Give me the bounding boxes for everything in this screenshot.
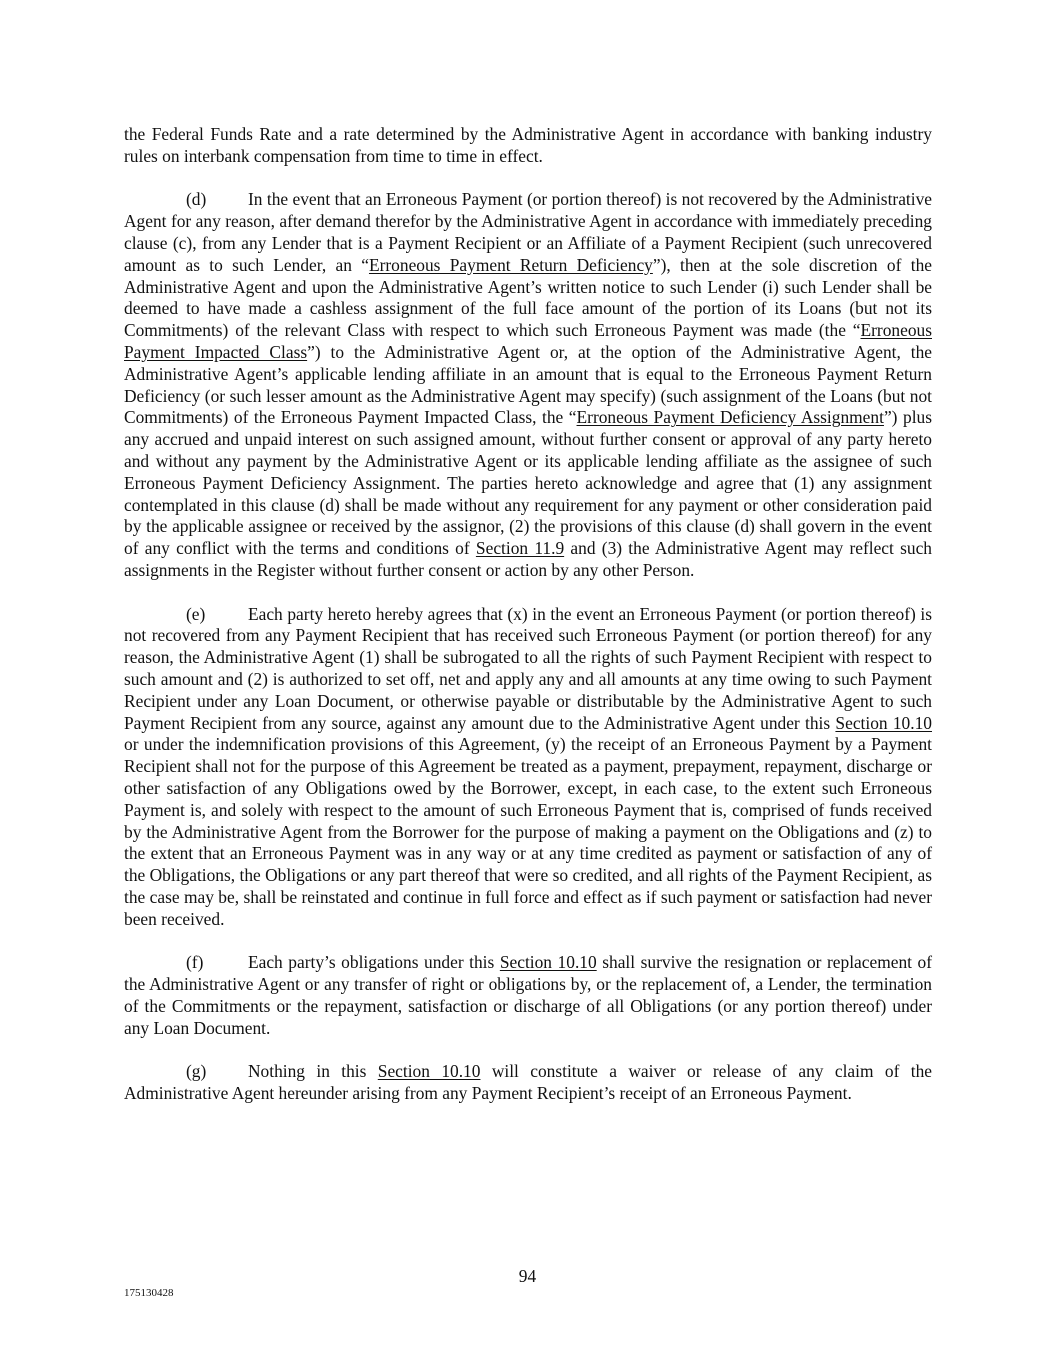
page-number: 94 <box>518 1266 537 1286</box>
clause-label-e: (e) <box>186 603 206 624</box>
paragraph-f-text-2: shall survive the resignation or replacement of the Administrative Agent or any transfer of right or obligations by, or the replacement of, a Lender, the termination of the Commitments or the repayment, satisfaction or discharge of all Obligations (or any portion thereof) under any Loan Document. <box>124 952 933 1038</box>
paragraph-g-text-2: will constitute a waiver or release of any claim of the Administrative Agent hereunder arising from any Payment Recipient’s receipt of an Erroneous Payment. <box>124 1061 932 1104</box>
paragraph-d-text-4: ”) plus any accrued and unpaid interest on such assigned amount, without further consent or approval of any party hereto and without any payment by the Administrative Agent or its applicable lending affiliate as the assignee of such Erroneous Payment Deficiency Assignment. The parties hereto acknowledge and agree that (1) any assignment contemplated in this clause (d) shall be made without any requirement for any payment or other consideration paid by the applicable assignee or received by the assignor, (2) the provisions of this clause (d) shall govern in the event of any conflict with the terms and conditions of <box>124 407 932 559</box>
clause-label-g: (g) <box>186 1061 207 1082</box>
paragraph-e-text-1: Each party hereto hereby agrees that (x) in the event an Erroneous Payment (or portion thereof) is not recovered from any Payment Recipient that has received such Erroneous Payment (or portion thereof) for any reason, the Administrative Agent (1) shall be subrogated to all the rights of such Payment Recipient with respect to such amount and (2) is authorized to set off, net and apply any and all amounts at any time owing to such Payment Recipient under any Loan Document, or otherwise payable or distributable by the Administrative Agent to such Payment Recipient from any source, against any amount due to the Administrative Agent under this <box>124 603 932 733</box>
paragraph-d-text-3: ”) to the Administrative Agent or, at the option of the Administrative Agent, the Administrative Agent’s applicable lending affiliate in an amount that is equal to the Erroneous Payment Return Deficiency (or such lesser amount as the Administrative Agent may specify) (such assignment of the Loans (but not Commitments) of the Erroneous Payment Impacted Class, the “ <box>124 341 932 428</box>
paragraph-e-text-2: or under the indemnification provisions of this Agreement, (y) the receipt of an Erroneous Payment by a Payment Recipient shall not for the purpose of this Agreement be treated as a payment, prepayment, repayment, discharge or other satisfaction of any Obligations owed by the Borrower, except, in each case, to the extent such Erroneous Payment is, and solely with respect to the amount of such Erroneous Payment that is, comprised of funds received by the Administrative Agent from the Borrower for the purpose of making a payment on the Obligations and (z) to the extent that an Erroneous Payment was in any way or at any time credited as payment or satisfaction of any of the Obligations, the Obligations or any part thereof that were so credited, and all rights of the Payment Recipient, as the case may be, shall be reinstated and continue in full force and effect as if such payment or satisfaction had never been received. <box>124 734 932 929</box>
paragraph-d-text-5: and (3) the Administrative Agent may reflect such assignments in the Register without further consent or action by any other Person. <box>124 538 932 580</box>
section-reference-11-9: Section 11.9 <box>475 538 565 559</box>
paragraph-f <box>124 952 932 1039</box>
paragraph-g-text-1: Nothing in this <box>248 1061 378 1082</box>
paragraph-f-text-1: Each party’s obligations under this <box>248 952 500 973</box>
section-reference-10-10: Section 10.10 <box>835 712 932 733</box>
paragraph-d-text-1: In the event that an Erroneous Payment (or portion thereof) is not recovered by the Administrative Agent for any reason, after demand therefor by the Administrative Agent in accordance with immediately preceding clause (c), from any Lender that is a Payment Recipient or an Affiliate of a Payment Recipient (such unrecovered amount as to such Lender, an “ <box>124 189 932 275</box>
document-id: 175130428 <box>124 1287 174 1299</box>
paragraph-d <box>124 189 932 581</box>
paragraph-intro <box>124 124 932 168</box>
paragraph-e <box>124 604 932 931</box>
paragraph-g <box>124 1061 932 1105</box>
paragraph-d-text-2: ”), then at the sole discretion of the Administrative Agent and upon the Administrative Agent’s written notice to such Lender (i) such Lender shall be deemed to have made a cashless assignment of the full face amount of the portion of its Loans (but not its Commitments) of the relevant Class with respect to which such Erroneous Payment was made (the “ <box>124 254 932 341</box>
body-text <box>124 124 932 1127</box>
section-reference-10-10: Section 10.10 <box>377 1061 481 1082</box>
defined-term-erroneous-payment-deficiency-assignment: Erroneous Payment Deficiency Assignment <box>576 407 884 428</box>
clause-label-d: (d) <box>186 189 207 210</box>
defined-term-erroneous-payment-impacted-class: Erroneous Payment Impacted Class <box>124 320 932 362</box>
paragraph-intro-text: the Federal Funds Rate and a rate determined by the Administrative Agent in accordance with banking industry rules on interbank compensation from time to time in effect. <box>124 124 932 166</box>
section-reference-10-10: Section 10.10 <box>499 952 597 973</box>
clause-label-f: (f) <box>186 952 204 973</box>
defined-term-erroneous-payment-return-deficiency: Erroneous Payment Return Deficiency <box>368 254 653 275</box>
